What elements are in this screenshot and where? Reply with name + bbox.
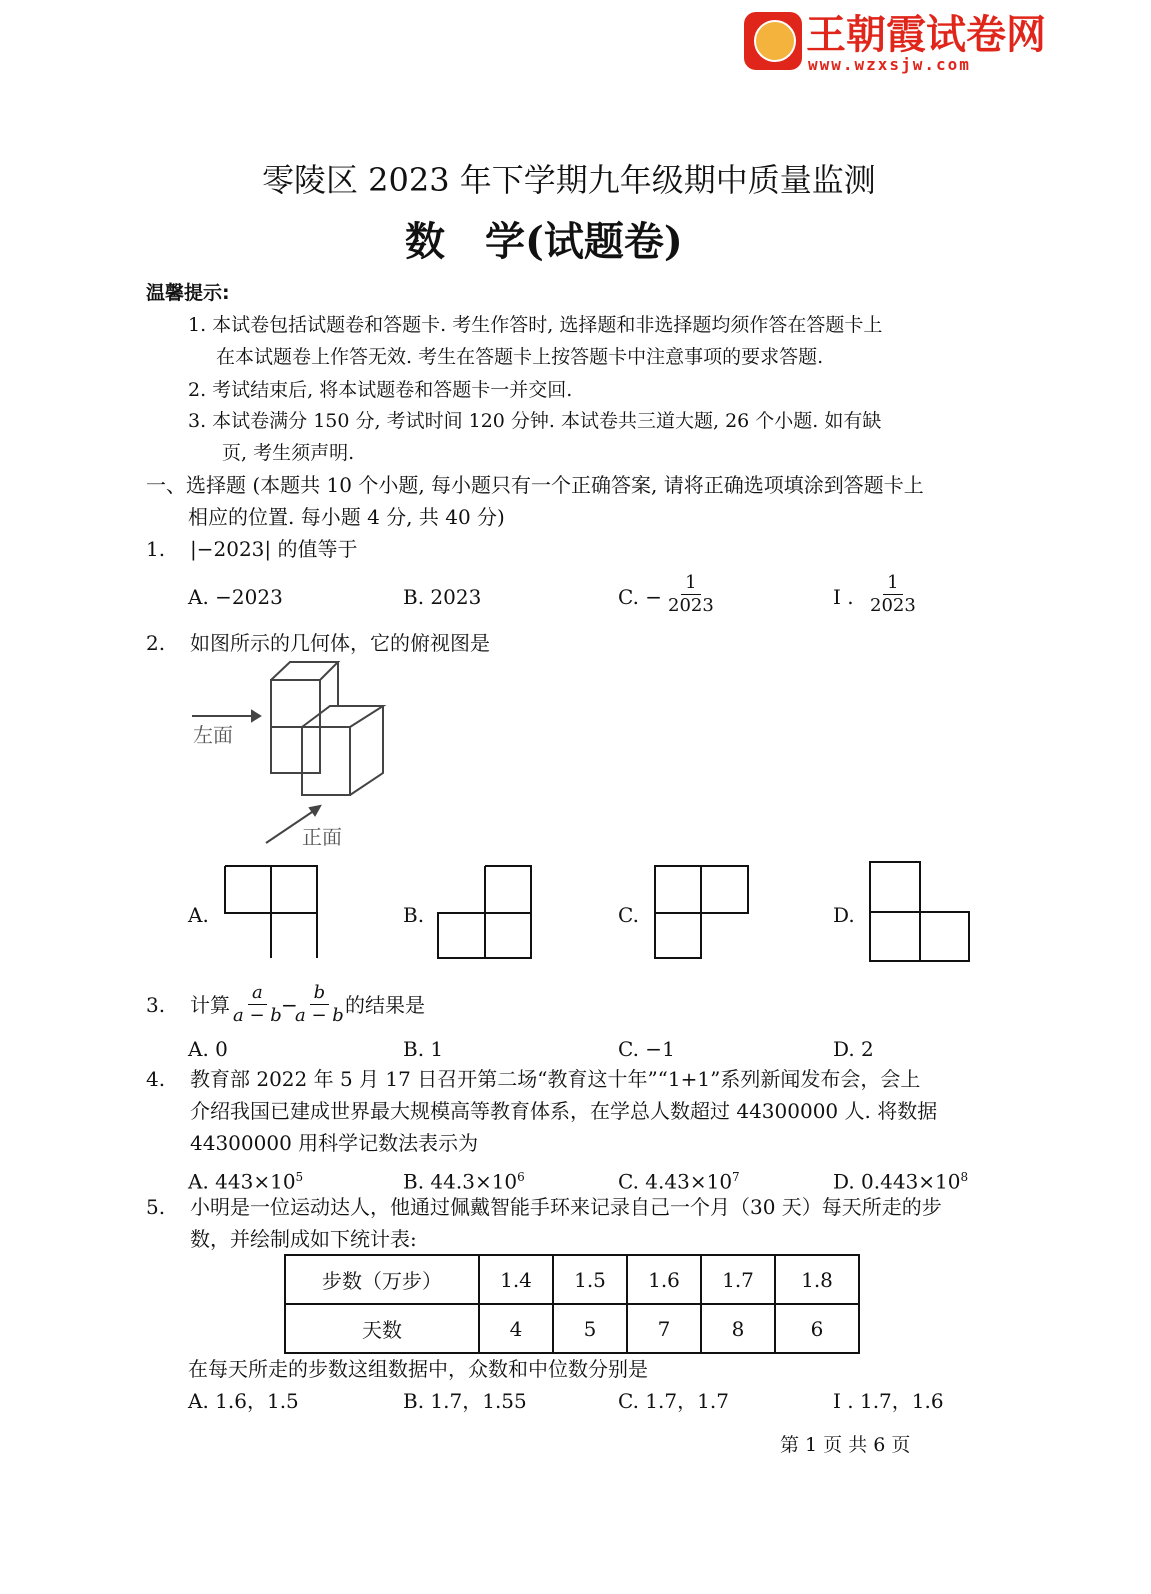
- table-cell: 4: [479, 1304, 553, 1353]
- notice-heading: 温馨提示:: [146, 282, 230, 304]
- denominator: a − b: [295, 1005, 344, 1026]
- q5-stem: 小明是一位运动达人，他通过佩戴智能手环来记录自己一个月（30 天）每天所走的步: [190, 1195, 942, 1219]
- q4-option-c: [618, 1164, 740, 1195]
- q2-stem: 如图所示的几何体，它的俯视图是: [190, 631, 490, 655]
- numerator: b: [310, 982, 330, 1005]
- table-cell: 1.7: [701, 1255, 775, 1304]
- table-cell: 7: [627, 1304, 701, 1353]
- exam-subtitle: 数 学(试题卷): [405, 218, 683, 265]
- q2-option-d: D.: [833, 903, 855, 927]
- option-text: A. 443×10: [188, 1169, 296, 1194]
- denominator: a − b: [233, 1005, 282, 1026]
- q3-fraction-2: [295, 982, 344, 1027]
- q1-option-b: B. 2023: [403, 585, 482, 609]
- exponent: 6: [517, 1170, 525, 1184]
- q3-stem-pre: 计算: [190, 993, 230, 1017]
- table-row: [285, 1255, 859, 1304]
- notice-line: 在本试题卷上作答无效. 考生在答题卡上按答题卡中注意事项的要求答题.: [216, 346, 824, 368]
- option-c-figure: [655, 866, 748, 958]
- table-cell: 6: [775, 1304, 859, 1353]
- q3-option-d: D. 2: [833, 1037, 874, 1061]
- front-face-label: 正面: [302, 825, 342, 849]
- q2-option-b: B.: [403, 903, 425, 927]
- q3-option-a: A. 0: [188, 1037, 228, 1061]
- q4-option-d: [833, 1164, 968, 1195]
- q3-stem-post: 的结果是: [345, 993, 425, 1017]
- q1-option-d-label: I .: [833, 585, 854, 609]
- q4-stem: 教育部 2022 年 5 月 17 日召开第二场“教育这十年”“1+1”系列新闻发布会，会上: [190, 1067, 921, 1091]
- table-cell: 1.4: [479, 1255, 553, 1304]
- exponent: 7: [732, 1170, 740, 1184]
- q3-fraction-1: [233, 982, 282, 1027]
- table-header-cell: 步数（万步）: [285, 1255, 479, 1304]
- q4-stem: 44300000 用科学记数法表示为: [190, 1131, 479, 1155]
- q5-stem: 数，并绘制成如下统计表:: [190, 1227, 417, 1251]
- table-row: [285, 1304, 859, 1353]
- table-cell: 8: [701, 1304, 775, 1353]
- q4-option-b: [403, 1164, 525, 1195]
- left-face-label: 左面: [193, 723, 233, 747]
- exam-title: 零陵区 2023 年下学期九年级期中质量监测: [262, 161, 876, 199]
- q1-option-c-label: C. −: [618, 585, 663, 609]
- notice-line: 页, 考生须声明.: [222, 442, 355, 464]
- q5-number: 5.: [146, 1195, 166, 1219]
- numerator: a: [248, 982, 267, 1005]
- option-b-figure: [438, 866, 531, 958]
- section-heading: 一、选择题 (本题共 10 个小题, 每小题只有一个正确答案, 请将正确选项填涂到答题卡上: [146, 473, 924, 497]
- exponent: 8: [960, 1170, 969, 1184]
- option-text: C. 4.43×10: [618, 1169, 733, 1194]
- exponent: 5: [295, 1170, 304, 1184]
- q5-option-a: A. 1.6，1.5: [188, 1389, 299, 1413]
- table-cell: 1.6: [627, 1255, 701, 1304]
- option-d-figure: [870, 862, 969, 961]
- option-text: D. 0.443×10: [833, 1169, 961, 1194]
- q3-minus: −: [281, 993, 298, 1017]
- table-header-cell: 天数: [285, 1304, 479, 1353]
- numerator: 1: [681, 572, 700, 595]
- q3-option-c: C. −1: [618, 1037, 675, 1061]
- q5-question: 在每天所走的步数这组数据中，众数和中位数分别是: [188, 1357, 648, 1381]
- notice-line: 1. 本试卷包括试题卷和答题卡. 考生作答时, 选择题和非选择题均须作答在答题卡上: [188, 314, 883, 336]
- logo-name: 王朝霞试卷网: [806, 12, 1046, 58]
- q2-number: 2.: [146, 631, 166, 655]
- table-cell: 5: [553, 1304, 627, 1353]
- q2-option-a: A.: [188, 903, 209, 927]
- denominator: 2023: [668, 595, 714, 616]
- steps-table: [284, 1254, 860, 1354]
- q1-number: 1.: [146, 537, 166, 561]
- denominator: 2023: [870, 595, 916, 616]
- q5-option-c: C. 1.7，1.7: [618, 1389, 729, 1413]
- q3-number: 3.: [146, 993, 166, 1017]
- q4-option-a: [188, 1164, 303, 1195]
- option-text: B. 44.3×10: [403, 1169, 518, 1194]
- logo-url: www.wzxsjw.com: [808, 55, 971, 74]
- section-heading-cont: 相应的位置. 每小题 4 分, 共 40 分): [188, 505, 505, 529]
- notice-line: 3. 本试卷满分 150 分, 考试时间 120 分钟. 本试卷共三道大题, 26 个小题. 如有缺: [188, 410, 882, 432]
- notice-line: 2. 考试结束后, 将本试题卷和答题卡一并交回.: [188, 379, 573, 401]
- q3-option-b: B. 1: [403, 1037, 444, 1061]
- q1-option-a: A. −2023: [188, 585, 283, 609]
- page-footer: 第 1 页 共 6 页: [780, 1434, 911, 1456]
- q5-option-b: B. 1.7，1.55: [403, 1389, 527, 1413]
- cube-solid-figure: [192, 662, 383, 843]
- table-cell: 1.5: [553, 1255, 627, 1304]
- q1-stem: |−2023| 的值等于: [190, 537, 358, 561]
- q5-option-d: I . 1.7，1.6: [833, 1389, 944, 1413]
- q4-number: 4.: [146, 1067, 166, 1091]
- q4-stem: 介绍我国已建成世界最大规模高等教育体系，在学总人数超过 44300000 人. 将数据: [190, 1099, 938, 1123]
- table-cell: 1.8: [775, 1255, 859, 1304]
- option-a-figure: [225, 866, 317, 958]
- q2-option-c: C.: [618, 903, 639, 927]
- numerator: 1: [883, 572, 902, 595]
